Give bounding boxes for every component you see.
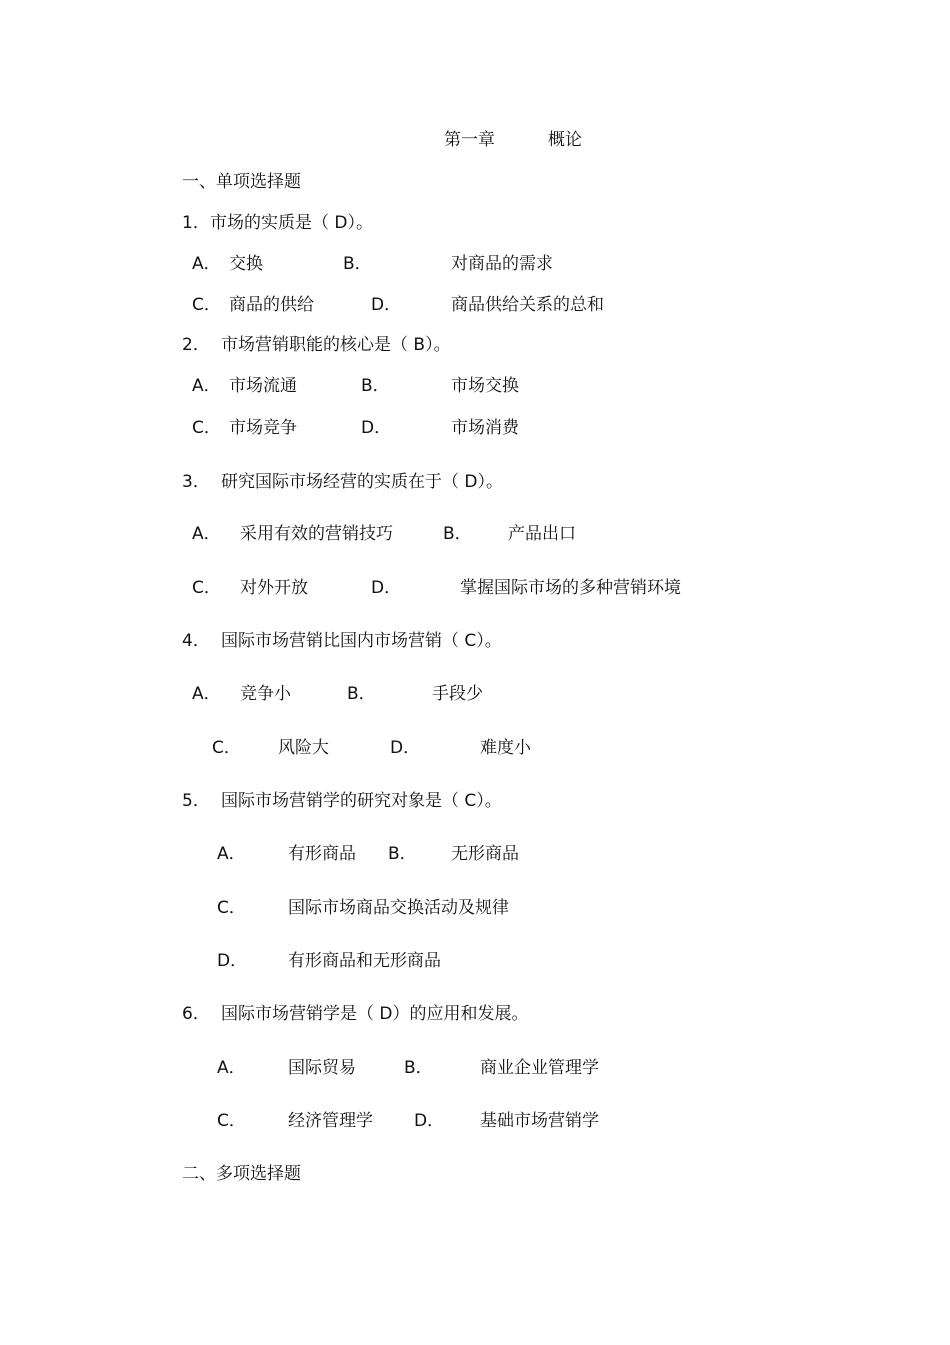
q6-option-d-label: D．: [414, 1111, 445, 1131]
question-2-stem: 市场营销职能的核心是（ B）。: [221, 335, 451, 355]
q1-option-a-label: A．: [192, 254, 221, 274]
q5-option-b-text: 无形商品: [451, 844, 519, 864]
q1-option-a-text: 交换: [229, 254, 263, 274]
q1-option-c-text: 商品的供给: [229, 295, 314, 315]
q1-option-b-label: B．: [343, 254, 372, 274]
q6-option-a-label: A．: [217, 1058, 246, 1078]
q3-option-d-text: 掌握国际市场的多种营销环境: [460, 578, 681, 598]
q4-option-b-label: B．: [347, 684, 376, 704]
q5-option-c-text: 国际市场商品交换活动及规律: [288, 898, 509, 918]
question-3-stem: 研究国际市场经营的实质在于（ D）。: [221, 472, 503, 492]
q4-option-b-text: 手段少: [432, 684, 483, 704]
q2-option-c-text: 市场竞争: [229, 418, 297, 438]
q5-option-a-text: 有形商品: [288, 844, 356, 864]
question-1-number: 1．: [182, 213, 210, 233]
q2-option-c-label: C．: [192, 418, 221, 438]
q4-option-a-label: A．: [192, 684, 221, 704]
q6-option-b-label: B．: [404, 1058, 433, 1078]
q3-option-c-label: C．: [192, 578, 221, 598]
q6-option-c-text: 经济管理学: [288, 1111, 373, 1131]
q3-option-b-text: 产品出口: [508, 524, 576, 544]
q1-option-d-label: D．: [371, 295, 402, 315]
question-4-stem: 国际市场营销比国内市场营销（ C）。: [221, 631, 502, 651]
question-4-number: 4．: [182, 631, 210, 651]
q4-option-c-text: 风险大: [278, 738, 329, 758]
q5-option-b-label: B．: [388, 844, 417, 864]
q6-option-d-text: 基础市场营销学: [480, 1111, 599, 1131]
section-heading-single-choice: 一、单项选择题: [182, 172, 301, 192]
q5-option-a-label: A．: [217, 844, 246, 864]
q3-option-a-text: 采用有效的营销技巧: [240, 524, 393, 544]
q4-option-a-text: 竞争小: [240, 684, 291, 704]
q5-option-c-label: C．: [217, 898, 246, 918]
q4-option-c-label: C．: [212, 738, 241, 758]
question-6-number: 6．: [182, 1004, 210, 1024]
chapter-number: 第一章: [444, 130, 495, 150]
q3-option-a-label: A．: [192, 524, 221, 544]
q2-option-b-text: 市场交换: [451, 376, 519, 396]
q6-option-b-text: 商业企业管理学: [480, 1058, 599, 1078]
question-1-stem: 市场的实质是（ D）。: [210, 213, 373, 233]
q6-option-c-label: C．: [217, 1111, 246, 1131]
q3-option-c-text: 对外开放: [240, 578, 308, 598]
q2-option-b-label: B．: [361, 376, 390, 396]
q3-option-b-label: B．: [443, 524, 472, 544]
q3-option-d-label: D．: [371, 578, 402, 598]
question-6-stem: 国际市场营销学是（ D）的应用和发展。: [221, 1004, 529, 1024]
q6-option-a-text: 国际贸易: [288, 1058, 356, 1078]
q4-option-d-label: D．: [390, 738, 421, 758]
question-5-number: 5．: [182, 791, 210, 811]
q5-option-d-label: D．: [217, 951, 248, 971]
question-2-number: 2．: [182, 335, 210, 355]
q4-option-d-text: 难度小: [480, 738, 531, 758]
section-heading-multiple-choice: 二、多项选择题: [182, 1164, 301, 1184]
chapter-name: 概论: [548, 130, 582, 150]
question-3-number: 3．: [182, 472, 210, 492]
q2-option-d-label: D．: [361, 418, 392, 438]
q1-option-b-text: 对商品的需求: [451, 254, 553, 274]
q5-option-d-text: 有形商品和无形商品: [288, 951, 441, 971]
q1-option-c-label: C．: [192, 295, 221, 315]
q1-option-d-text: 商品供给关系的总和: [451, 295, 604, 315]
q2-option-a-text: 市场流通: [229, 376, 297, 396]
question-5-stem: 国际市场营销学的研究对象是（ C）。: [221, 791, 502, 811]
q2-option-a-label: A．: [192, 376, 221, 396]
q2-option-d-text: 市场消费: [451, 418, 519, 438]
